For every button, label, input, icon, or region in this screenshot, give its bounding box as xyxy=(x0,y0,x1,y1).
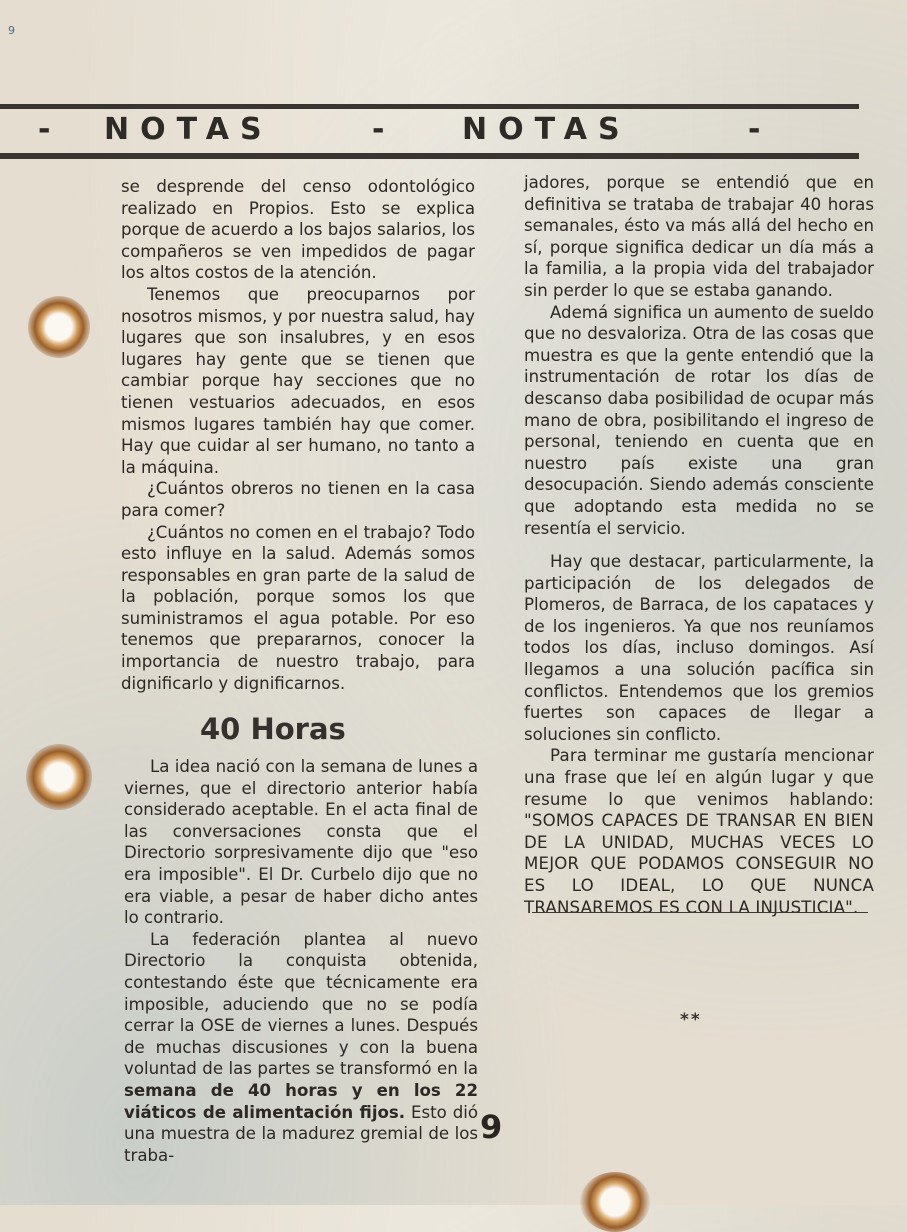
header-top-rule xyxy=(0,104,859,109)
paragraph xyxy=(124,929,478,1167)
paragraph-bold-text: semana de 40 horas y en los 22 viáticos de alimentación fijos. xyxy=(124,1080,478,1122)
paragraph: Tenemos que preocuparnos por nosotros mismos, y por nuestra salud, hay lugares que son insalubres, y en esos lugares hay gente que se tienen que cambiar porque hay secciones que no tienen vestuarios adecuados, en esos mismos lugares también hay que comer. Hay que cuidar al ser humano, no tanto a la máquina. xyxy=(121,284,475,477)
paragraph-text: La federación plantea al nuevo Directorio la conquista obtenida, contestando éste que técnicamente era imposible, aduciendo que no se podía cerrar la OSE de viernes a lunes. Después de muchas discusiones y con la buena voluntad de las partes se transformó en la xyxy=(124,929,478,1079)
paragraph: jadores, porque se entendió que en definitiva se trataba de trabajar 40 horas semanales, ésto va más allá del hecho en sí, porque significa dedicar un día más a la familia, a la propia vida del trabajador sin perder lo que se estaba ganando. xyxy=(524,173,874,300)
paragraph: Hay que destacar, particularmente, la participación de los delegados de Plomeros, de Barraca, de los capataces y de los ingenieros. Ya que nos reuníamos todos los días, incluso domingos. Así llegamos a una solución pacífica sin conflictos. Entendemos que los gremios fuertes son capaces de llegar a soluciones sin conflicto. xyxy=(524,552,874,744)
corner-mark: 9 xyxy=(8,24,15,37)
section-title: 40 Horas xyxy=(200,712,346,746)
header-dash-mid: - xyxy=(372,112,396,147)
column-1-top xyxy=(121,176,475,694)
paragraph: Para terminar me gustaría mencionar una frase que leí en algún lugar y que resume lo que venimos hablando: "SOMOS CAPACES DE TRANSAR EN BIEN DE LA UNIDAD, MUCHAS VECES LO MEJOR QUE PODAMOS CONSEGUIR NO ES LO IDEAL, LO QUE NUNCA TRANSAREMOS ES CON LA INJUSTICIA". xyxy=(524,746,874,917)
paragraph: ¿Cuántos no comen en el trabajo? Todo esto influye en la salud. Además somos responsables en gran parte de la salud de la población, porque somos los que suministramos el agua potable. Por eso tenemos que prepararnos, conocer la importancia de nuestro trabajo, para dignificarlo y dignificarnos. xyxy=(121,522,475,693)
paragraph: se desprende del censo odontológico realizado en Propios. Esto se explica porque de acuerdo a los bajos salarios, los compañeros se ven impedidos de pagar los altos costos de la atención. xyxy=(121,177,475,283)
column-2 xyxy=(524,172,874,918)
end-stars: ** xyxy=(680,1010,702,1030)
header-dash-right: - xyxy=(748,112,772,147)
paragraph-text: Esto dió una muestra de la madurez gremial de los traba- xyxy=(124,1102,478,1165)
section-header xyxy=(0,110,860,150)
paragraph: La idea nació con la semana de lunes a viernes, que el directorio anterior había considerado aceptable. En el acta final de las conversaciones consta que el Directorio sorpresivamente dijo que "eso era imposible". El Dr. Curbelo dijo que no era viable, a pesar de haber dicho antes lo contrario. xyxy=(124,757,478,928)
header-dash-left: - xyxy=(38,112,62,147)
page-number: 9 xyxy=(480,1108,503,1146)
burn-hole-mark xyxy=(580,1172,650,1232)
header-word-2: NOTAS xyxy=(462,112,631,147)
header-word-1: NOTAS xyxy=(104,112,273,147)
header-bottom-rule xyxy=(0,153,859,159)
paragraph: Ademá significa un aumento de sueldo que no desvaloriza. Otra de las cosas que muestra es que la gente entendió que la instrumentación de rotar los días de descanso daba posibilidad de ocupar más mano de obra, posibilitando el ingreso de personal, teniendo en cuenta que en nuestro país existe una gran desocupación. Siendo además consciente que adoptando esta medida no se resentía el servicio. xyxy=(524,302,874,538)
paragraph: ¿Cuántos obreros no tienen en la casa para comer? xyxy=(121,479,475,520)
end-divider xyxy=(532,912,868,913)
column-1-bottom xyxy=(124,756,478,1166)
burn-hole-mark xyxy=(28,296,90,358)
burn-hole-mark xyxy=(26,744,92,810)
